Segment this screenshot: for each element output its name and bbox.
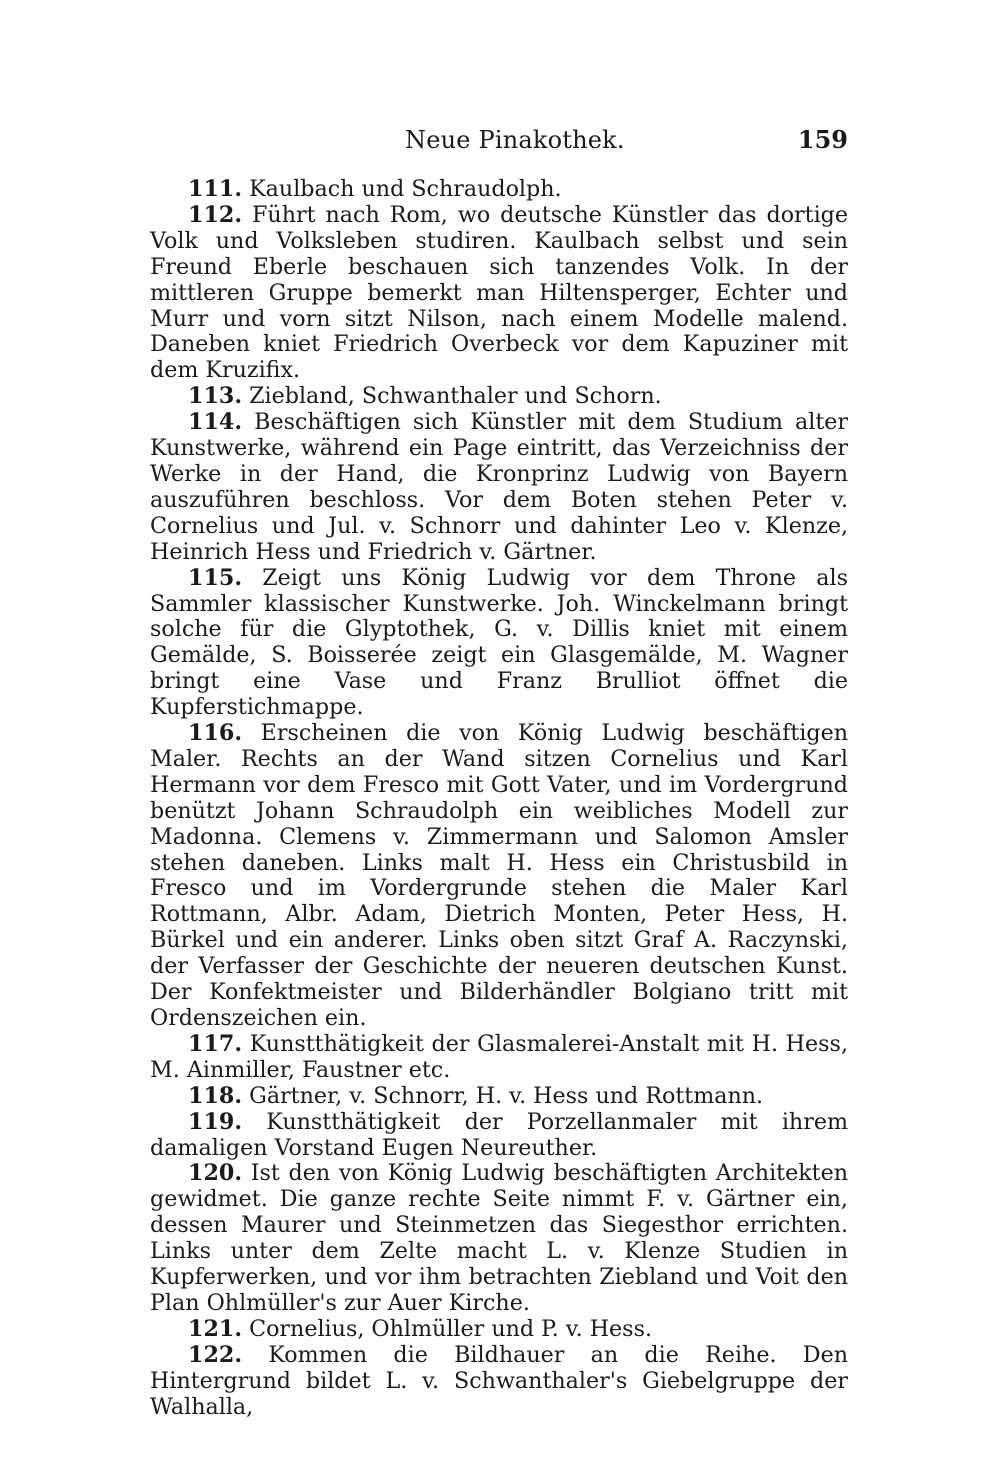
catalog-entry-115 [150,566,848,721]
entry-number: 114. [188,409,243,436]
catalog-entry-113 [150,384,848,410]
entry-text: Führt nach Rom, wo deutsche Künstler das dortige Volk und Volksleben studiren. Kaulbach selbst und sein Freund Eberle beschauen sich tanzendes Volk. In der mittleren Gruppe bemerkt man Hiltensperger, Echter und Murr und vorn sitzt Nilson, nach einem Modelle malend. Daneben kniet Friedrich Overbeck vor dem Kapuziner mit dem Kruzifix. [150,201,848,384]
catalog-entry-117 [150,1032,848,1084]
entry-text: Erscheinen die von König Ludwig beschäftigen Maler. Rechts an der Wand sitzen Cornelius und Karl Hermann vor dem Fresco mit Gott Vater, und im Vordergrund benützt Johann Schraudolph ein weibliches Modell zur Madonna. Clemens v. Zimmermann und Salomon Amsler stehen daneben. Links malt H. Hess ein Christusbild in Fresco und im Vordergrunde stehen die Maler Karl Rottmann, Albr. Adam, Dietrich Monten, Peter Hess, H. Bürkel und ein anderer. Links oben sitzt Graf A. Raczynski, der Verfasser der Geschichte der neueren deutschen Kunst. Der Konfektmeister und Bilderhändler Bolgiano tritt mit Ordenszeichen ein. [150,720,848,1031]
entry-text: Ziebland, Schwanthaler und Schorn. [242,383,662,410]
entry-text: Cornelius, Ohlmüller und P. v. Hess. [242,1315,653,1342]
entry-text: Kunstthätigkeit der Porzellanmaler mit ihrem damaligen Vorstand Eugen Neureuther. [150,1108,848,1161]
catalog-entry-111 [150,177,848,203]
entry-text: Beschäftigen sich Künstler mit dem Studium alter Kunstwerke, während ein Page eintritt, das Verzeichniss der Werke in der Hand, die Kronprinz Ludwig von Bayern auszuführen beschloss. Vor dem Boten stehen Peter v. Cornelius und Jul. v. Schnorr und dahinter Leo v. Klenze, Heinrich Hess und Friedrich v. Gärtner. [150,409,848,565]
page-number: 159 [797,125,848,154]
entry-text: Ist den von König Ludwig beschäftigten Architekten gewidmet. Die ganze rechte Seite nimmt F. v. Gärtner ein, dessen Maurer und Steinmetzen das Siegesthor errichten. Links unter dem Zelte macht L. v. Klenze Studien in Kupferwerken, und vor ihm betrachten Ziebland und Voit den Plan Ohlmüller's zur Auer Kirche. [150,1160,848,1316]
running-title: Neue Pinakothek. [405,126,625,154]
page-header [150,122,848,158]
entry-number: 118. [188,1082,243,1109]
entry-number: 121. [188,1315,243,1342]
catalog-entry-114 [150,410,848,565]
entry-number: 115. [188,564,243,591]
catalog-entry-118 [150,1084,848,1110]
catalog-entry-122 [150,1343,848,1421]
entry-text: Kaulbach und Schraudolph. [242,176,562,202]
catalog-entry-121 [150,1317,848,1343]
catalog-entry-120 [150,1161,848,1316]
entry-number: 117. [188,1030,243,1057]
entry-text: Kommen die Bildhauer an die Reihe. Den Hintergrund bildet L. v. Schwanthaler's Giebelgruppe der Walhalla, [150,1341,848,1420]
body-text [150,177,848,1421]
catalog-entry-119 [150,1110,848,1162]
entry-number: 119. [188,1108,243,1135]
catalog-entry-116 [150,721,848,1032]
entry-text: Zeigt uns König Ludwig vor dem Throne als Sammler klassischer Kunstwerke. Joh. Winckelmann bringt solche für die Glyptothek, G. v. Dillis kniet mit einem Gemälde, S. Boisserée zeigt ein Glasgemälde, M. Wagner bringt eine Vase und Franz Brulliot öffnet die Kupferstichmappe. [150,564,848,721]
entry-number: 120. [188,1160,243,1187]
entry-number: 111. [188,176,243,202]
entry-number: 116. [188,720,243,747]
entry-text: Kunstthätigkeit der Glasmalerei-Anstalt mit H. Hess, M. Ainmiller, Faustner etc. [150,1030,848,1083]
catalog-entry-112 [150,203,848,384]
entry-number: 112. [188,201,243,228]
entry-text: Gärtner, v. Schnorr, H. v. Hess und Rottmann. [242,1082,764,1109]
entry-number: 113. [188,383,243,410]
entry-number: 122. [188,1341,243,1368]
